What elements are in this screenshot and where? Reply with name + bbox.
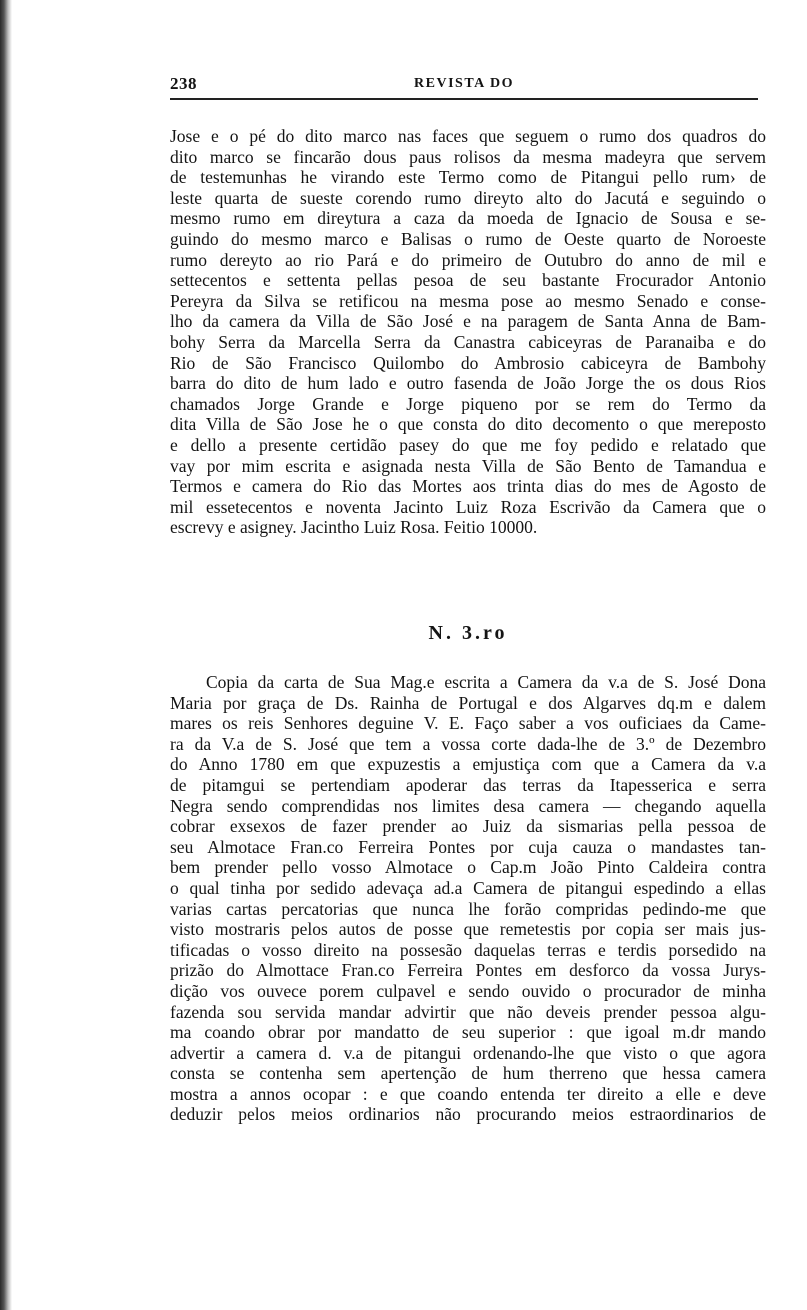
text-line: Pereyra da Silva se retificou na mesma pose ao mesmo Senado e conse- [170, 290, 766, 311]
text-line: lho da camera da Villa de São José e na paragem de Santa Anna de Bam- [170, 311, 766, 332]
text-line: escrevy e asigney. Jacintho Luiz Rosa. Feitio 10000. [170, 517, 538, 538]
page-header [170, 74, 758, 100]
text-line: consta se contenha sem apertenção de hum therreno que hessa camera [170, 1063, 766, 1084]
text-line: dita Villa de São Jose he o que consta do dito decomento o que mereposto [170, 414, 766, 435]
paragraph-copia-da-carta [170, 672, 766, 1125]
text-line: Termos e camera do Rio das Mortes aos trinta dias do mes de Agosto de [170, 476, 766, 497]
text-line: dição vos ouvece porem culpavel e sendo ouvido o procurador de minha [170, 980, 766, 1001]
section-number: N. 3.ro [428, 622, 508, 644]
text-line: guindo do mesmo marco e Balisas o rumo de Oeste quarto de Noroeste [170, 228, 766, 249]
text-line: do Anno 1780 em que expuzestis a emjustiça com que a Camera da v.a [170, 754, 766, 775]
text-line: barra do dito de hum lado e outro fasenda de João Jorge the os dous Rios [170, 373, 766, 394]
text-line: prizão do Almottace Fran.co Ferreira Pontes em desforco da vossa Jurys- [170, 960, 766, 981]
text-line: rumo dereyto ao rio Pará e do primeiro de Outubro do anno de mil e [170, 249, 766, 270]
text-line: mares os reis Senhores deguine V. E. Faço saber a vos ouficiaes da Came- [170, 713, 766, 734]
page-number: 238 [170, 74, 197, 93]
text-line: Maria por graça de Ds. Rainha de Portugal e dos Algarves dq.m e dalem [170, 692, 766, 713]
text-line: de testemunhas he virando este Termo como de Pitangui pello rum› de [170, 167, 766, 188]
text-line: de pitamgui se pertendiam apoderar das terras da Itapesserica e serra [170, 774, 766, 795]
text-line: tificadas o vosso direito na possesão daquelas terras e terdis porsedido na [170, 939, 766, 960]
text-line: settecentos e settenta pellas pesoa de seu bastante Frocurador Antonio [170, 270, 766, 291]
text-line: bohy Serra da Marcella Serra da Canastra cabiceyras de Paranaiba e do [170, 331, 766, 352]
text-line: chamados Jorge Grande e Jorge piqueno por se rem do Termo da [170, 393, 766, 414]
text-line: mesmo rumo em direytura a caza da moeda de Ignacio de Sousa e se- [170, 208, 766, 229]
text-line: fazenda sou servida mandar advirtir que não deveis prender pessoa algu- [170, 1001, 766, 1022]
text-line: leste quarta de sueste corendo rumo direyto alto do Jacutá e seguindo o [170, 187, 766, 208]
text-line: Rio de São Francisco Quilombo do Ambrosio cabiceyra de Bambohy [170, 352, 766, 373]
text-line: Copia da carta de Sua Mag.e escrita a Camera da v.a de S. José Dona [206, 672, 766, 692]
text-line: mil essetecentos e noventa Jacinto Luiz Roza Escrivão da Camera que o [170, 496, 766, 517]
text-line: bem prender pello vosso Almotace o Cap.m João Pinto Caldeira contra [170, 857, 766, 878]
paragraph-certidao [170, 126, 766, 538]
text-line: o qual tinha por sedido adevaça ad.a Camera de pitangui espedindo a ellas [170, 877, 766, 898]
text-line: varias cartas percatorias que nunca lhe forão compridas pedindo-me que [170, 898, 766, 919]
text-line: e dello a presente certidão pasey do que me foy pedido e relatado que [170, 434, 766, 455]
text-line: seu Almotace Fran.co Ferreira Pontes por cuja cauza o mandastes tan- [170, 836, 766, 857]
text-line: Jose e o pé do dito marco nas faces que seguem o rumo dos quadros do [170, 126, 766, 146]
running-title: REVISTA DO [414, 76, 514, 91]
text-line: deduzir pelos meios ordinarios não procurando meios estraordinarios de [170, 1104, 766, 1125]
text-line: advertir a camera d. v.a de pitangui ordenando-lhe que visto o que agora [170, 1042, 766, 1063]
text-line: ma coando obrar por mandatto de seu superior : que igoal m.dr mando [170, 1022, 766, 1043]
text-line: dito marco se fincarão dous paus rolisos da mesma madeyra que servem [170, 146, 766, 167]
text-line: mostra a annos ocopar : e que coando entenda ter direito a elle e deve [170, 1083, 766, 1104]
text-line: vay por mim escrita e asignada nesta Villa de São Bento de Tamandua e [170, 455, 766, 476]
text-line: cobrar exsexos de fazer prender ao Juiz da sismarias pella pessoa de [170, 816, 766, 837]
text-line: ra da V.a de S. José que tem a vossa corte dada-lhe de 3.º de Dezembro [170, 733, 766, 754]
text-line: visto mostraris pelos autos de posse que remetestis por copia ser mais jus- [170, 919, 766, 940]
text-line: Negra sendo comprendidas nos limites desa camera — chegando aquella [170, 795, 766, 816]
